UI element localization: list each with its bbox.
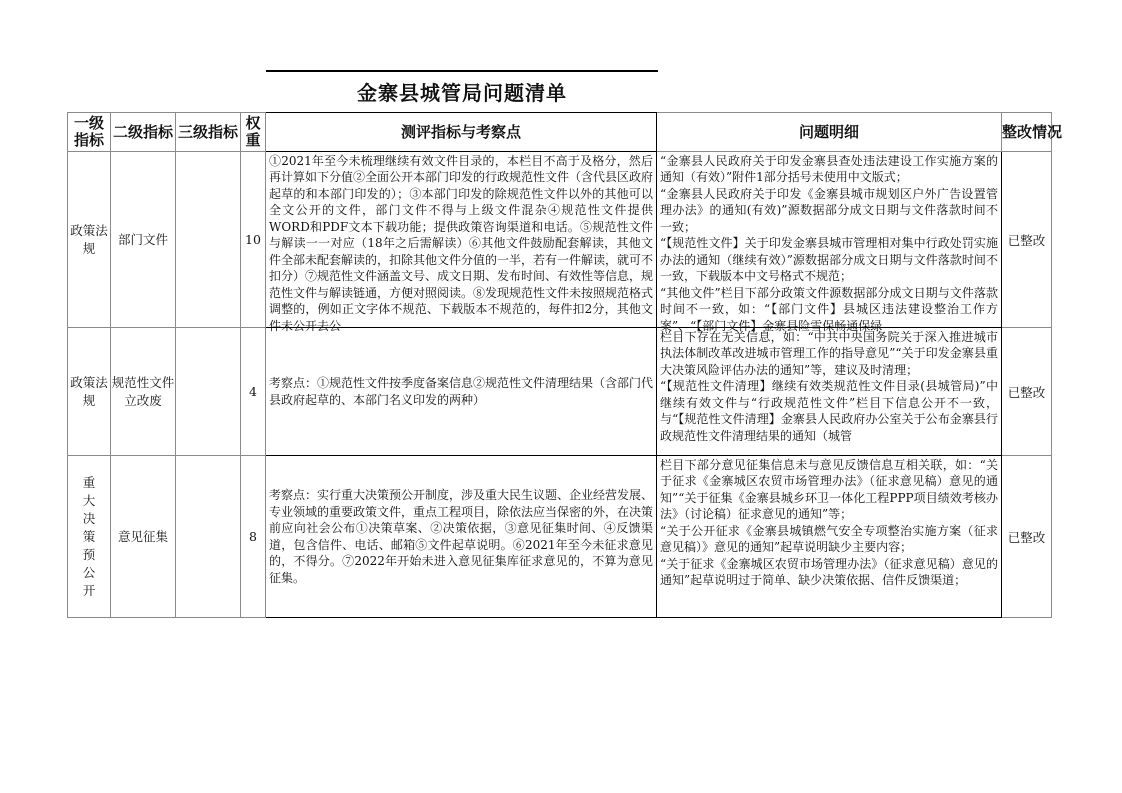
cell-weight: 10 [241,152,266,328]
header-level2: 二级指标 [111,113,176,152]
cell-criteria [266,152,657,333]
header-status: 整改情况 [1002,113,1052,152]
cell-status: 已整改 [1002,328,1052,456]
cell-status: 已整改 [1002,152,1052,328]
cell-weight: 4 [241,328,266,456]
cell-level1: 政策法规 [68,328,111,456]
problem-item: 栏目下部分意见征集信息未与意见反馈信息互相关联，如：“关于征求《金寨城区农贸市场管理办法》（征求意见稿）意见的通知”“关于征集《金寨县城乡环卫一体化工程PPP项目绩效考核办法》（讨论稿）征求意见的通知”等； [660,457,998,521]
cell-level2: 部门文件 [111,152,176,328]
title-rule [266,70,658,72]
problem-item: “【规范性文件】关于印发金寨县城市管理相对集中行政处罚实施办法的通知（继续有效）”源数据部分成文日期与文件落款时间不一致，下载版本中文号格式不规范； [660,236,998,283]
problem-item: “金寨县人民政府关于印发金寨县查处违法建设工作实施方案的通知（有效）”附件1部分括号未使用中文版式； [660,153,998,184]
cell-criteria [266,456,657,618]
table-row [68,328,1052,456]
problems-text [657,457,1001,617]
cell-level3 [176,456,241,618]
criteria-text: 考察点：①规范性文件按季度备案信息②规范性文件清理结果（含部门代县政府起草的、本部门名义印发的两种） [269,376,654,407]
header-weight: 权重 [241,113,266,152]
cell-weight: 8 [241,456,266,618]
criteria-text-wrap [266,329,656,455]
problems-text [657,153,1001,333]
criteria-text: ①2021年至今未梳理继续有效文件目录的，本栏目不高于及格分，然后再计算如下分值②全面公开本部门印发的行政规范性文件（含代县区政府起草的和本部门印发的）；③本部门印发的除规范性文件以外的其他可以全文公开的文件，部门文件不得与上级文件混杂④规范性文件提供WORD和PDF文本下载功能；提供政策咨询渠道和电话。⑤规范性文件与解读一一对应（18年之后需解读）⑥其他文件鼓励配套解读，其他文件全部未配套解读的，扣除其他文件分值的一半，若有一件解读，就可不扣分）⑦规范性文件涵盖文号、成文日期、发布时间、有效性等信息，规范性文件与解读链通，方便对照阅读。⑧发现规范性文件未按照规范格式调整的，例如正文字体不规范、下载版本不规范的，每件扣2分，其他文件未公开去公 [269,153,654,333]
table-row [68,152,1052,328]
cell-status: 已整改 [1002,456,1052,618]
cell-level2: 意见征集 [111,456,176,618]
table-row [68,456,1052,618]
criteria-text: 考察点：实行重大决策预公开制度，涉及重大民生议题、企业经营发展、专业领域的重要政策文件，重点工程项目，除依法应当保密的外，在决策前应向社会公布①决策草案、②决策依据，③意见征集时间、④反馈渠道，包含信件、电话、邮箱⑤文件起草说明。⑥2021年至今未征求意见的，不得分。⑦2022年开始未进入意见征集库征求意见的，不算为意见征集。 [269,488,654,585]
cell-criteria [266,328,657,456]
header-problems: 问题明细 [657,113,1002,152]
problem-item: “其他文件”栏目下部分政策文件源数据部分成文日期与文件落款时间不一致，如：“【部门文件】县城区违法建设整治工作方案”、“【部门文件】金寨县险雪保畅通保绿 [660,285,998,333]
problem-item: 栏目下存在无关信息，如：“中共中央国务院关于深入推进城市执法体制改革改进城市管理工作的指导意见”“关于印发金寨县重大决策风险评估办法的通知”等，建议及时清理； [660,329,998,377]
cell-problems [657,456,1002,618]
problems-text [657,329,1001,455]
problem-item: “金寨县人民政府关于印发《金寨县城市规划区户外广告设置管理办法》的通知(有效)”源数据部分成文日期与文件落款时间不一致； [660,186,998,234]
cell-level2: 规范性文件立改废 [111,328,176,456]
cell-level1: 政策法规 [68,152,111,328]
cell-problems [657,328,1002,456]
header-criteria: 测评指标与考察点 [266,113,657,152]
issue-table [67,112,1063,618]
problem-item: “【规范性文件清理】继续有效类规范性文件目录(县城管局)”中继续有效文件与“行政规范性文件”栏目下信息公开不一致，与“【规范性文件清理】金寨县人民政府办公室关于公布金寨县行政规范性文件清理结果的通知（城管 [660,379,998,443]
page-title: 金寨县城管局问题清单 [357,81,567,105]
header-row [68,113,1052,152]
header-level3: 三级指标 [176,113,241,152]
cell-problems [657,152,1002,333]
problem-item: “关于公开征求《金寨县城镇燃气安全专项整治实施方案（征求意见稿）》意见的通知”起草说明缺少主要内容； [660,523,998,554]
criteria-text-wrap [266,457,656,617]
cell-level1: 重大决策预公开 [68,456,111,618]
problem-item: “关于征求《金寨城区农贸市场管理办法》（征求意见稿）意见的通知”起草说明过于简单、缺少决策依据、信件反馈渠道； [660,556,998,587]
cell-level3 [176,328,241,456]
cell-level3 [176,152,241,328]
header-level1: 一级指标 [68,113,111,152]
